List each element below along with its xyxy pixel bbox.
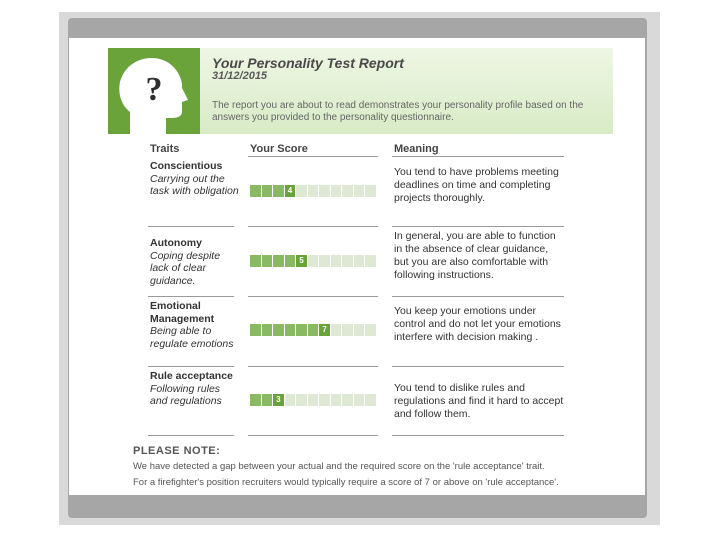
trait-meaning: You tend to dislike rules and regulations and find it hard to accept and follow them. [394,382,564,420]
score-cell [285,394,296,406]
report-title: Your Personality Test Report [212,55,404,71]
score-bar [250,185,376,197]
divider [248,296,378,297]
score-cell [331,394,342,406]
divider [392,366,564,367]
divider [148,226,234,227]
trait-description: Carrying out the task with obligation [150,172,239,197]
trait-name: Conscientious [150,160,223,172]
score-value-cell: 5 [296,255,307,267]
trait-row-emotional-management [150,300,240,350]
score-cell [354,394,365,406]
divider [248,366,378,367]
column-header-traits: Traits [150,143,180,155]
report-header [108,48,613,134]
score-cell [250,394,261,406]
score-cell [342,324,353,336]
score-cell [250,185,261,197]
score-cell [296,324,307,336]
score-value-cell: 3 [273,394,284,406]
score-cell [308,185,319,197]
trait-meaning: You tend to have problems meeting deadlines on time and completing projects thoroughly. [394,166,559,204]
score-cell [285,324,296,336]
score-cell [365,394,376,406]
divider [248,226,378,227]
score-cell [250,255,261,267]
score-cell [262,324,273,336]
score-cell [342,394,353,406]
divider [148,435,234,436]
score-cell [308,255,319,267]
score-cell [319,255,330,267]
score-cell [331,324,342,336]
report-date: 31/12/2015 [212,70,268,82]
trait-name: Emotional Management [150,300,215,325]
score-cell [285,255,296,267]
header-icon-box [108,48,200,134]
score-cell [319,394,330,406]
divider [248,156,378,157]
trait-meaning: You keep your emotions under control and do not let your emotions interfere with decision making . [394,305,561,343]
trait-row-conscientious [150,160,240,198]
score-cell [354,255,365,267]
divider [392,226,564,227]
svg-text:?: ? [145,71,163,108]
score-cell [273,185,284,197]
score-cell [331,185,342,197]
score-cell [273,324,284,336]
trait-name: Autonomy [150,237,202,249]
score-cell [331,255,342,267]
divider [148,366,234,367]
score-cell [354,324,365,336]
score-cell [250,324,261,336]
score-cell [262,394,273,406]
divider [392,435,564,436]
column-header-meaning: Meaning [394,143,439,155]
trait-description: Following rules and regulations [150,382,222,407]
score-cell [308,394,319,406]
divider [392,156,564,157]
trait-row-autonomy [150,237,240,287]
trait-description: Coping despite lack of clear guidance. [150,249,221,287]
head-question-icon [108,48,200,134]
score-cell [342,185,353,197]
score-bar [250,324,376,336]
score-cell [365,255,376,267]
score-cell [296,394,307,406]
trait-description: Being able to regulate emotions [150,325,234,350]
score-value-cell: 7 [319,324,330,336]
score-cell [308,324,319,336]
score-bar [250,394,376,406]
note-title: PLEASE NOTE: [133,445,221,457]
divider [392,296,564,297]
note-line: We have detected a gap between your actual and the required score on the 'rule acceptance' trait. [133,461,545,472]
trait-meaning: In general, you are able to function in the absence of clear guidance, but you are also comfortable with following instructions. [394,230,556,281]
trait-row-rule-acceptance [150,370,240,408]
divider [248,435,378,436]
score-value-cell: 4 [285,185,296,197]
score-cell [262,185,273,197]
score-cell [354,185,365,197]
score-cell [296,185,307,197]
note-line: For a firefighter's position recruiters would typically require a score of 7 or above on 'rule acceptance'. [133,477,559,488]
divider [148,296,234,297]
score-cell [262,255,273,267]
score-cell [273,255,284,267]
score-bar [250,255,376,267]
trait-name: Rule acceptance [150,370,233,382]
report-description: The report you are about to read demonstrates your personality profile based on the answers you provided to the personality questionnaire. [212,100,584,123]
score-cell [319,185,330,197]
score-cell [365,324,376,336]
score-cell [365,185,376,197]
column-header-score: Your Score [250,143,308,155]
score-cell [342,255,353,267]
